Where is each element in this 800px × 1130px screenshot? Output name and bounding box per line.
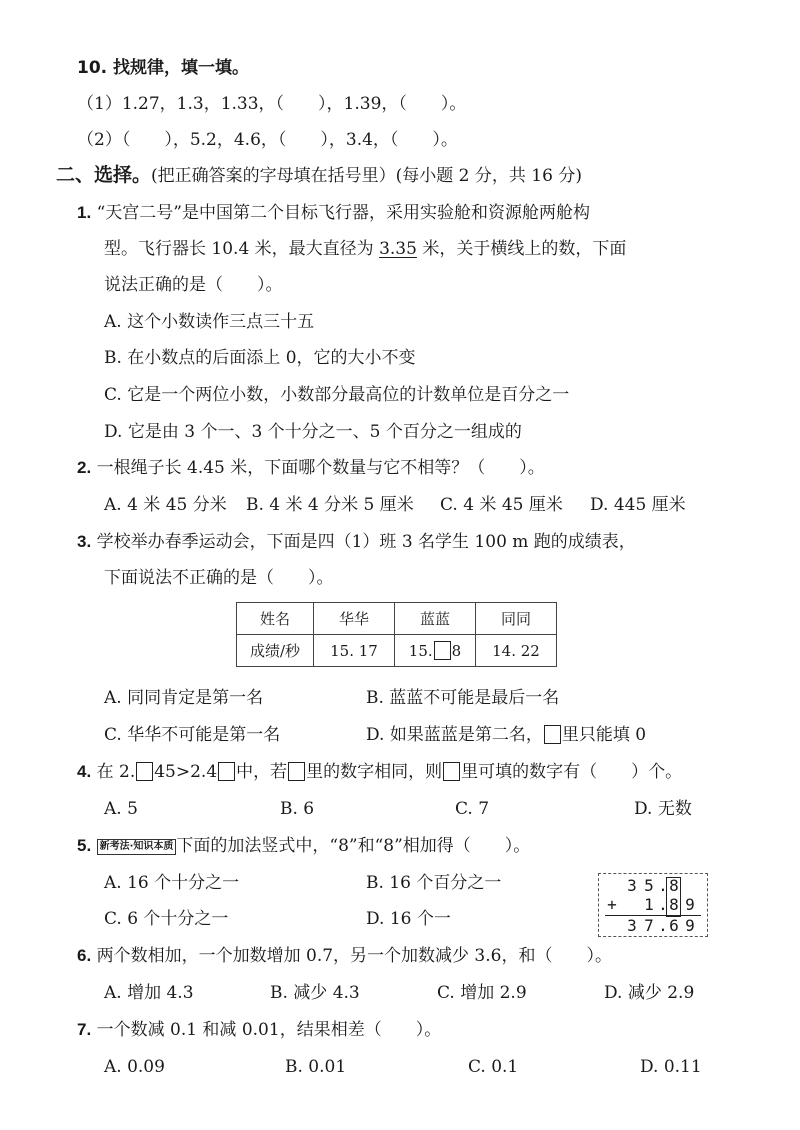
q3-stem-1: 学校举办春季运动会，下面是四（1）班 3 名学生 100 m 跑的成绩表， — [96, 532, 636, 552]
vert-digit: . — [658, 916, 668, 935]
q1-line1 — [77, 201, 590, 225]
q5-option-b: B. 16 个百分之一 — [366, 873, 502, 893]
q3-line2: 下面说法不正确的是（ ）。 — [104, 568, 334, 588]
blank-box — [544, 725, 561, 744]
q2-line1 — [77, 456, 545, 480]
q1-line2 — [104, 237, 626, 261]
q3-option-d — [366, 723, 646, 747]
blank-box — [288, 762, 305, 781]
q4-part-e: 里可填的数字有（ ）个。 — [461, 762, 683, 782]
q2-option-a: A. 4 米 45 分米 — [104, 495, 227, 515]
q1-option-c: C. 它是一个两位小数，小数部分最高位的计数单位是百分之一 — [104, 385, 570, 405]
q7-option-c: C. 0.1 — [468, 1057, 519, 1077]
q2-number: 2. — [77, 458, 92, 477]
q3-option-b: B. 蓝蓝不可能是最后一名 — [366, 688, 560, 708]
q3-option-c: C. 华华不可能是第一名 — [104, 725, 281, 745]
q4-option-c: C. 7 — [455, 799, 490, 819]
q10-part1: （1）1.27，1.3，1.33，（ ），1.39，（ ）。 — [77, 94, 467, 114]
q3-option-d-a: D. 如果蓝蓝是第二名， — [366, 725, 543, 745]
q2-stem: 一根绳子长 4.45 米，下面哪个数量与它不相等？（ ）。 — [96, 458, 545, 478]
score-table — [236, 602, 557, 667]
vert-digit: 8 — [669, 895, 679, 914]
vert-row-1 — [599, 876, 707, 896]
q1-option-d: D. 它是由 3 个一、3 个十分之一、5 个百分之一组成的 — [104, 422, 522, 442]
vert-digit: 3 — [627, 916, 637, 935]
q1-option-a: A. 这个小数读作三点三十五 — [104, 312, 315, 332]
q5-new-method-tag: 新考法·知识本质 — [97, 839, 177, 855]
vert-digit: . — [658, 876, 668, 895]
table-row — [237, 635, 557, 667]
vert-row-3 — [599, 916, 707, 936]
score-lanlan-prefix: 15. — [408, 642, 433, 660]
table-header-tongtong: 同同 — [476, 603, 557, 635]
q4-line1 — [77, 760, 682, 784]
score-lanlan — [395, 635, 476, 667]
blank-box — [434, 641, 451, 660]
score-huahua: 15. 17 — [314, 635, 395, 667]
q2-option-b: B. 4 米 4 分米 5 厘米 — [246, 495, 414, 515]
q7-option-d: D. 0.11 — [640, 1057, 702, 1077]
q10-part2: （2）（ ），5.2，4.6，（ ），3.4，（ ）。 — [77, 130, 458, 150]
q4-part-a: 在 2. — [96, 762, 136, 782]
q1-stem-2a: 型。飞行器长 10.4 米，最大直径为 — [104, 239, 380, 259]
vert-row-2 — [599, 895, 707, 915]
q3-option-a: A. 同同肯定是第一名 — [104, 688, 264, 708]
q3-line1 — [77, 530, 636, 554]
section2-heading: 二、选择。 — [56, 164, 152, 186]
q2-option-d: D. 445 厘米 — [590, 495, 686, 515]
q1-stem-2b: 米，关于横线上的数，下面 — [416, 239, 627, 259]
q1-underlined-number: 3.35 — [379, 239, 417, 259]
vert-digit: 9 — [685, 895, 695, 914]
q1-line3: 说法正确的是（ ）。 — [104, 275, 283, 295]
vert-digit: 8 — [669, 876, 679, 895]
vert-digit: 6 — [669, 916, 679, 935]
q6-option-d: D. 减少 2.9 — [604, 983, 695, 1003]
blank-box — [218, 762, 235, 781]
vert-digit: 5 — [644, 876, 654, 895]
q10-title: 10. 找规律，填一填。 — [77, 58, 250, 78]
q1-option-b: B. 在小数点的后面添上 0，它的大小不变 — [104, 348, 416, 368]
q4-option-d: D. 无数 — [634, 799, 692, 819]
q3-number: 3. — [77, 532, 92, 551]
q7-option-a: A. 0.09 — [104, 1057, 165, 1077]
vert-digit: 9 — [685, 916, 695, 935]
table-row-label: 成绩/秒 — [237, 635, 314, 667]
q2-option-c: C. 4 米 45 厘米 — [440, 495, 563, 515]
q7-line1 — [77, 1018, 441, 1042]
score-tongtong: 14. 22 — [476, 635, 557, 667]
q5-option-c: C. 6 个十分之一 — [104, 909, 229, 929]
q4-part-c: 中，若 — [236, 762, 288, 782]
score-lanlan-suffix: 8 — [451, 642, 462, 660]
q6-option-c: C. 增加 2.9 — [437, 983, 527, 1003]
vertical-addition — [598, 873, 708, 937]
section2-note: (把正确答案的字母填在括号里）(每小题 2 分，共 16 分) — [151, 166, 582, 186]
q4-number: 4. — [77, 762, 92, 781]
q6-option-b: B. 减少 4.3 — [270, 983, 360, 1003]
q6-number: 6. — [77, 946, 92, 965]
q4-part-d: 里的数字相同，则 — [306, 762, 443, 782]
blank-box — [136, 762, 153, 781]
q7-number: 7. — [77, 1020, 92, 1039]
q5-stem: 下面的加法竖式中，“8”和“8”相加得（ ）。 — [176, 836, 531, 856]
q5-option-d: D. 16 个一 — [366, 909, 451, 929]
q7-option-b: B. 0.01 — [285, 1057, 347, 1077]
table-header-lanlan: 蓝蓝 — [395, 603, 476, 635]
table-row — [237, 603, 557, 635]
q6-line1 — [77, 944, 612, 968]
plus-sign: + — [607, 895, 617, 914]
q3-option-d-b: 里只能填 0 — [561, 725, 647, 745]
q4-part-b: 45>2.4 — [154, 762, 218, 782]
q7-stem: 一个数减 0.1 和减 0.01，结果相差（ ）。 — [96, 1020, 442, 1040]
section2-header — [56, 163, 582, 188]
q6-option-a: A. 增加 4.3 — [104, 983, 194, 1003]
q1-number: 1. — [77, 203, 92, 222]
blank-box — [443, 762, 460, 781]
table-header-name: 姓名 — [237, 603, 314, 635]
vert-digit: 1 — [644, 895, 654, 914]
table-header-huahua: 华华 — [314, 603, 395, 635]
q1-stem-1: “天宫二号”是中国第二个目标飞行器，采用实验舱和资源舱两舱构 — [96, 203, 590, 223]
q5-option-a: A. 16 个十分之一 — [104, 873, 240, 893]
vert-digit: 7 — [644, 916, 654, 935]
vert-digit: 3 — [627, 876, 637, 895]
q6-stem: 两个数相加，一个加数增加 0.7，另一个加数减少 3.6，和（ ）。 — [96, 946, 612, 966]
q5-number: 5. — [77, 836, 92, 855]
q4-option-a: A. 5 — [104, 799, 138, 819]
vert-digit: . — [658, 895, 668, 914]
q4-option-b: B. 6 — [280, 799, 315, 819]
q5-line1 — [77, 834, 530, 858]
